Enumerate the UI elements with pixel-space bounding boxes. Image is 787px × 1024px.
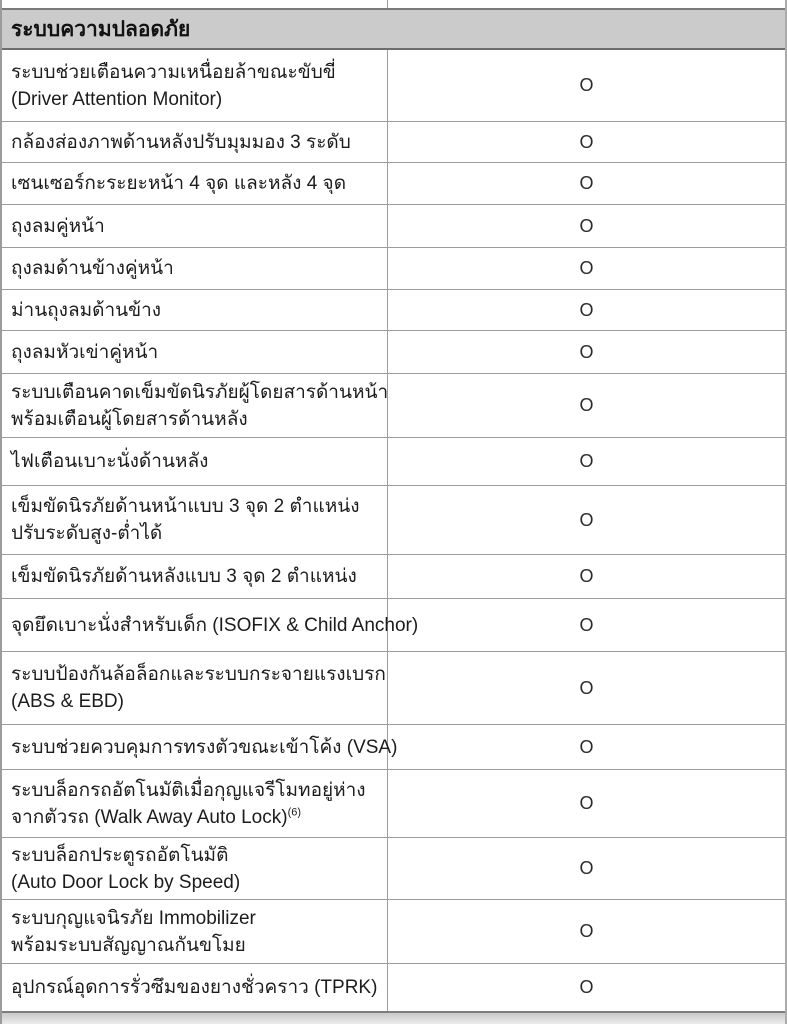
footnote-marker: (6) — [287, 806, 302, 819]
feature-cell — [2, 770, 388, 837]
availability-mark: O — [579, 341, 594, 362]
feature-cell — [2, 900, 388, 963]
section-header-title: ระบบความปลอดภัย — [11, 17, 191, 41]
availability-cell — [388, 838, 785, 899]
feature-cell — [2, 163, 388, 204]
feature-cell — [2, 725, 398, 769]
feature-text: พร้อมระบบสัญญาณกันขโมย — [11, 934, 246, 956]
feature-text: ระบบช่วยควบคุมการทรงตัวขณะเข้าโค้ง (VSA) — [11, 736, 398, 758]
feature-text: ถุงลมหัวเข่าคู่หน้า — [11, 341, 159, 363]
feature-text: (ABS & EBD) — [11, 691, 124, 712]
availability-cell — [388, 374, 785, 437]
availability-mark: O — [579, 858, 594, 878]
feature-text: ม่านถุงลมด้านข้าง — [11, 299, 162, 321]
availability-cell — [388, 770, 785, 837]
availability-mark: O — [579, 75, 594, 95]
availability-cell — [388, 290, 785, 330]
availability-cell — [388, 599, 785, 651]
feature-cell — [2, 248, 388, 289]
feature-text: ระบบกุญแจนิรภัย Immobilizer — [11, 907, 256, 929]
feature-text: ระบบเตือนคาดเข็มขัดนิรภัยผู้โดยสารด้านหน้า — [11, 381, 389, 403]
table-row — [2, 331, 785, 374]
feature-cell — [2, 652, 388, 724]
feature-text: พร้อมเตือนผู้โดยสารด้านหลัง — [11, 408, 248, 430]
availability-cell — [388, 555, 785, 598]
availability-cell — [388, 331, 785, 373]
feature-text: ถุงลมด้านข้างคู่หน้า — [11, 258, 174, 279]
feature-cell — [2, 331, 388, 373]
availability-cell — [388, 486, 785, 554]
feature-cell — [2, 838, 388, 899]
table-row — [2, 770, 785, 838]
feature-text: ระบบล็อกประตูรถอัตโนมัติ — [11, 844, 229, 866]
feature-cell — [2, 438, 388, 485]
feature-cell — [2, 555, 388, 598]
availability-mark: O — [579, 566, 594, 586]
table-row — [2, 290, 785, 331]
feature-text: ถุงลมคู่หน้า — [11, 215, 105, 237]
availability-cell — [388, 438, 785, 485]
availability-cell — [388, 725, 785, 769]
availability-mark: O — [579, 299, 594, 320]
availability-mark: O — [579, 258, 594, 278]
availability-mark: O — [579, 736, 594, 757]
section-header — [2, 8, 785, 50]
availability-mark: O — [579, 793, 594, 813]
availability-mark: O — [579, 677, 594, 698]
table-row — [2, 964, 785, 1013]
availability-mark: O — [579, 509, 594, 530]
availability-mark: O — [579, 395, 594, 415]
feature-text: จุดยึดเบาะนั่งสำหรับเด็ก (ISOFIX & Child Anchor) — [11, 614, 419, 636]
feature-text: (Auto Door Lock by Speed) — [11, 871, 241, 893]
table-row — [2, 900, 785, 964]
feature-cell — [2, 290, 388, 330]
feature-text: เข็มขัดนิรภัยด้านหลังแบบ 3 จุด 2 ตำแหน่ง — [11, 566, 357, 587]
availability-cell — [388, 122, 785, 162]
feature-text: จากตัวรถ (Walk Away Auto Lock) — [11, 806, 288, 828]
feature-cell — [2, 599, 419, 651]
table-row — [2, 725, 785, 770]
availability-cell — [388, 0, 785, 8]
availability-cell — [388, 50, 785, 121]
next-section-edge — [2, 1013, 785, 1024]
table-row — [2, 374, 785, 438]
availability-cell — [388, 205, 785, 247]
feature-text: เซนเซอร์กะระยะหน้า 4 จุด และหลัง 4 จุด — [11, 173, 347, 194]
availability-mark: O — [579, 921, 594, 941]
table-row — [2, 555, 785, 599]
availability-cell — [388, 964, 785, 1011]
table-row — [2, 122, 785, 163]
feature-cell — [2, 50, 388, 121]
table-row — [2, 486, 785, 555]
feature-text: กล้องส่องภาพด้านหลังปรับมุมมอง 3 ระดับ — [11, 131, 351, 153]
feature-cell — [2, 122, 388, 162]
feature-text: เข็มขัดนิรภัยด้านหน้าแบบ 3 จุด 2 ตำแหน่ง — [11, 496, 360, 517]
feature-text: ระบบช่วยเตือนความเหนื่อยล้าขณะขับขี่ — [11, 61, 336, 83]
availability-cell — [388, 248, 785, 289]
feature-text: อุปกรณ์อุดการรั่วซึมของยางชั่วคราว (TPRK) — [11, 977, 378, 998]
feature-cell — [2, 205, 388, 247]
availability-mark: O — [579, 614, 594, 635]
table-row — [2, 599, 785, 652]
table-row — [2, 652, 785, 725]
availability-mark: O — [579, 977, 594, 997]
availability-cell — [388, 652, 785, 724]
table-row — [2, 163, 785, 205]
feature-cell — [2, 374, 388, 437]
availability-mark: O — [579, 451, 594, 471]
feature-text: (Driver Attention Monitor) — [11, 88, 223, 110]
availability-mark: O — [579, 173, 594, 193]
table-row — [2, 248, 785, 290]
availability-mark: O — [579, 131, 594, 152]
table-row — [2, 838, 785, 900]
feature-text: ระบบป้องกันล้อล็อกและระบบกระจายแรงเบรก — [11, 664, 386, 685]
availability-cell — [388, 163, 785, 204]
feature-cell — [2, 486, 388, 554]
availability-mark: O — [579, 215, 594, 236]
availability-cell — [388, 900, 785, 963]
feature-cell — [2, 964, 388, 1011]
previous-row-edge — [2, 0, 785, 8]
feature-text: ไฟเตือนเบาะนั่งด้านหลัง — [11, 451, 209, 472]
table-row — [2, 50, 785, 122]
table-row — [2, 438, 785, 486]
table-row — [2, 205, 785, 248]
feature-text: ปรับระดับสูง-ต่ำได้ — [11, 523, 163, 544]
feature-cell — [2, 0, 388, 8]
feature-text: ระบบล็อกรถอัตโนมัติเมื่อกุญแจรีโมทอยู่ห่าง — [11, 779, 366, 801]
